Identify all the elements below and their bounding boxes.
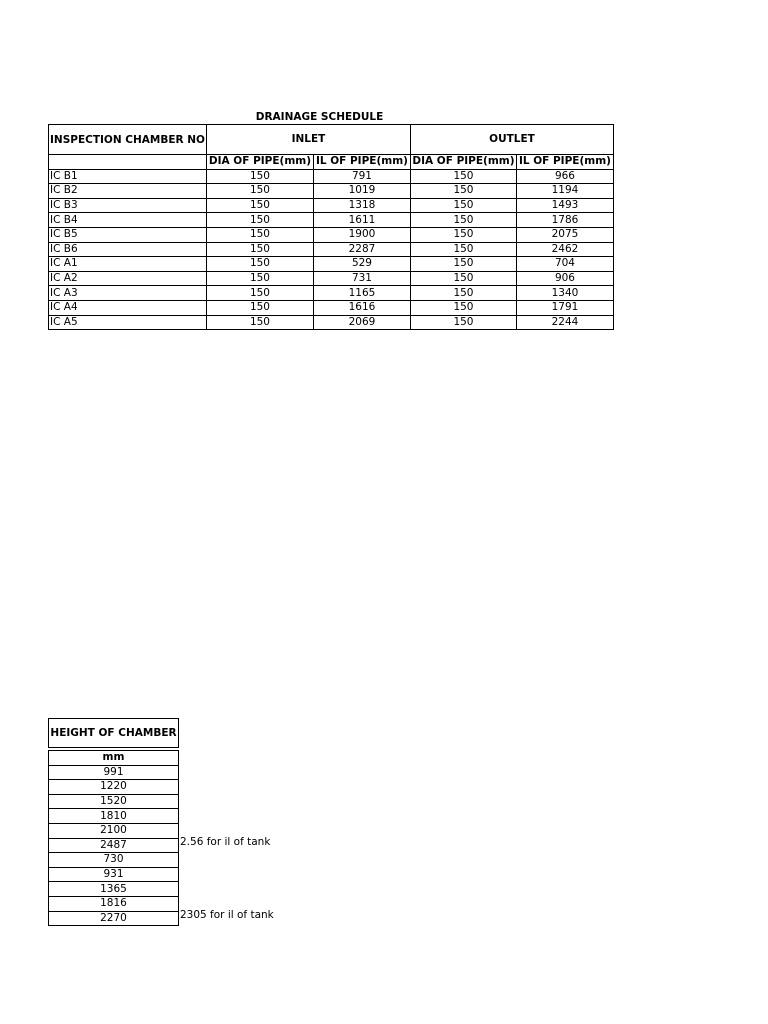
chamber-id-cell: IC B6 bbox=[49, 242, 207, 257]
drainage-schedule-table bbox=[48, 124, 614, 330]
table-row bbox=[49, 286, 614, 301]
table-row bbox=[49, 765, 179, 780]
outlet-il-cell: 1786 bbox=[516, 213, 613, 228]
unit-header: mm bbox=[49, 751, 179, 766]
table-row bbox=[49, 896, 179, 911]
height-of-chamber-table bbox=[48, 718, 179, 926]
outlet-dia-header: DIA OF PIPE(mm) bbox=[412, 155, 515, 168]
outlet-il-cell: 2075 bbox=[516, 227, 613, 242]
chamber-id-cell: IC A2 bbox=[49, 271, 207, 286]
inlet-dia-cell: 150 bbox=[206, 286, 313, 301]
height-of-chamber-header: HEIGHT OF CHAMBER bbox=[49, 719, 179, 748]
outlet-il-header: IL OF PIPE(mm) bbox=[516, 155, 613, 170]
inlet-dia-header: DIA OF PIPE(mm) bbox=[206, 155, 313, 170]
table-row bbox=[49, 853, 179, 868]
height-value-cell: 1365 bbox=[49, 882, 179, 897]
inlet-dia-cell: 150 bbox=[206, 169, 313, 184]
height-value-cell: 991 bbox=[49, 765, 179, 780]
inlet-il-cell: 529 bbox=[313, 257, 410, 272]
inlet-il-cell: 2069 bbox=[313, 315, 410, 330]
inlet-dia-cell: 150 bbox=[206, 271, 313, 286]
outlet-il-cell: 1493 bbox=[516, 198, 613, 213]
outlet-il-cell: 1791 bbox=[516, 300, 613, 315]
chamber-id-cell: IC B2 bbox=[49, 184, 207, 199]
table-row bbox=[49, 257, 614, 272]
outlet-dia-cell: 150 bbox=[410, 198, 516, 213]
inlet-il-cell: 2287 bbox=[313, 242, 410, 257]
outlet-dia-cell: 150 bbox=[410, 184, 516, 199]
chamber-id-cell: IC B3 bbox=[49, 198, 207, 213]
inlet-il-cell: 1165 bbox=[313, 286, 410, 301]
table-row bbox=[49, 823, 179, 838]
height-value-cell: 1810 bbox=[49, 809, 179, 824]
tank-il-note-1: 2.56 for il of tank bbox=[180, 836, 271, 848]
inlet-il-cell: 1616 bbox=[313, 300, 410, 315]
outlet-dia-cell: 150 bbox=[410, 300, 516, 315]
outlet-dia-cell: 150 bbox=[410, 169, 516, 184]
chamber-id-cell: IC A4 bbox=[49, 300, 207, 315]
table-row bbox=[49, 867, 179, 882]
outlet-header: OUTLET bbox=[410, 125, 613, 155]
table-row bbox=[49, 169, 614, 184]
subheader-row bbox=[49, 155, 614, 170]
inlet-il-cell: 1611 bbox=[313, 213, 410, 228]
height-value-cell: 2270 bbox=[49, 911, 179, 926]
height-value-cell: 931 bbox=[49, 867, 179, 882]
chamber-id-cell: IC A1 bbox=[49, 257, 207, 272]
outlet-il-cell: 704 bbox=[516, 257, 613, 272]
inlet-il-cell: 731 bbox=[313, 271, 410, 286]
table-row bbox=[49, 184, 614, 199]
outlet-il-cell: 966 bbox=[516, 169, 613, 184]
inlet-dia-cell: 150 bbox=[206, 257, 313, 272]
inlet-dia-cell: 150 bbox=[206, 300, 313, 315]
inlet-il-cell: 1900 bbox=[313, 227, 410, 242]
height-value-cell: 2100 bbox=[49, 823, 179, 838]
table-row bbox=[49, 794, 179, 809]
height-value-cell: 1520 bbox=[49, 794, 179, 809]
outlet-dia-cell: 150 bbox=[410, 227, 516, 242]
inlet-header: INLET bbox=[206, 125, 410, 155]
table-row bbox=[49, 271, 614, 286]
outlet-dia-cell: 150 bbox=[410, 242, 516, 257]
inspection-chamber-header: INSPECTION CHAMBER NO bbox=[49, 125, 207, 155]
inlet-il-cell: 1318 bbox=[313, 198, 410, 213]
table-row bbox=[49, 227, 614, 242]
inlet-il-cell: 791 bbox=[313, 169, 410, 184]
chamber-id-cell: IC B1 bbox=[49, 169, 207, 184]
empty-header-cell bbox=[49, 155, 207, 170]
height-value-cell: 1816 bbox=[49, 896, 179, 911]
outlet-dia-cell: 150 bbox=[410, 213, 516, 228]
outlet-il-cell: 2244 bbox=[516, 315, 613, 330]
table-row bbox=[49, 882, 179, 897]
table-row bbox=[49, 315, 614, 330]
inlet-dia-cell: 150 bbox=[206, 184, 313, 199]
outlet-dia-cell: 150 bbox=[410, 286, 516, 301]
inlet-dia-cell: 150 bbox=[206, 227, 313, 242]
table-row bbox=[49, 838, 179, 853]
inlet-il-header: IL OF PIPE(mm) bbox=[313, 155, 410, 170]
header-row bbox=[49, 125, 614, 155]
schedule-title: DRAINAGE SCHEDULE bbox=[255, 111, 384, 123]
height-value-cell: 2487 bbox=[49, 838, 179, 853]
table-row bbox=[49, 809, 179, 824]
outlet-il-cell: 1194 bbox=[516, 184, 613, 199]
inlet-dia-cell: 150 bbox=[206, 198, 313, 213]
table-row bbox=[49, 242, 614, 257]
inlet-il-cell: 1019 bbox=[313, 184, 410, 199]
inlet-dia-cell: 150 bbox=[206, 315, 313, 330]
outlet-dia-cell: 150 bbox=[410, 257, 516, 272]
table-row bbox=[49, 198, 614, 213]
outlet-il-cell: 1340 bbox=[516, 286, 613, 301]
height-value-cell: 1220 bbox=[49, 780, 179, 795]
outlet-dia-cell: 150 bbox=[410, 315, 516, 330]
tank-il-note-2: 2305 for il of tank bbox=[180, 909, 274, 921]
chamber-id-cell: IC A5 bbox=[49, 315, 207, 330]
table-row bbox=[49, 213, 614, 228]
inlet-dia-cell: 150 bbox=[206, 242, 313, 257]
outlet-dia-cell: 150 bbox=[410, 271, 516, 286]
height-value-cell: 730 bbox=[49, 853, 179, 868]
table-row bbox=[49, 300, 614, 315]
outlet-il-cell: 2462 bbox=[516, 242, 613, 257]
chamber-id-cell: IC B4 bbox=[49, 213, 207, 228]
chamber-id-cell: IC B5 bbox=[49, 227, 207, 242]
table-row bbox=[49, 780, 179, 795]
chamber-id-cell: IC A3 bbox=[49, 286, 207, 301]
outlet-il-cell: 906 bbox=[516, 271, 613, 286]
inlet-dia-cell: 150 bbox=[206, 213, 313, 228]
table-row bbox=[49, 911, 179, 926]
